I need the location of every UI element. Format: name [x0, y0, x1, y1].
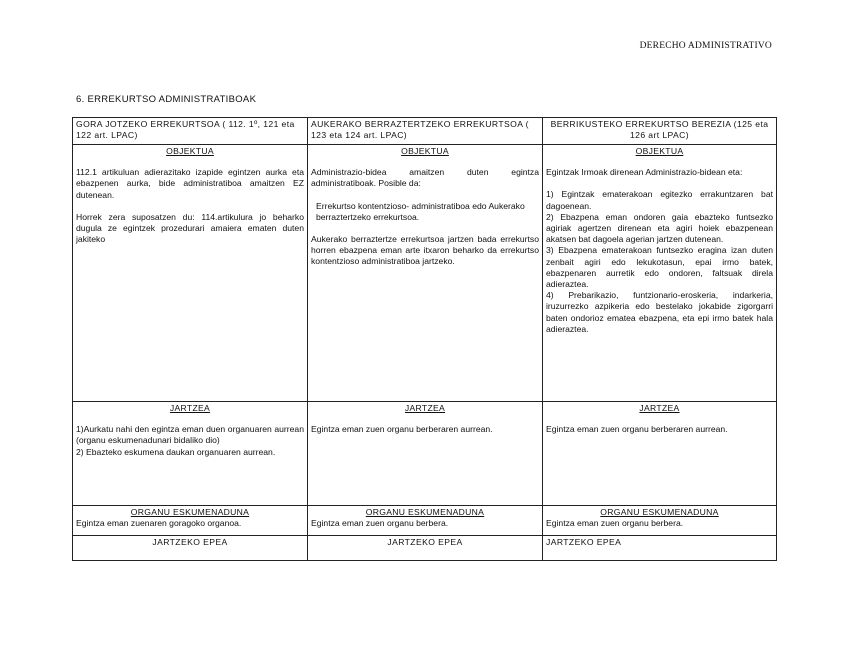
- objektua-cell: [308, 145, 543, 402]
- objektua-text: Errekurtso kontentzioso- administratiboa edo Aukerako berraztertzeko errekurtsoa.: [316, 200, 525, 222]
- objektua-text: Horrek zera suposatzen du: 114.artikulura jo beharko dugula ze egintzek prozedurari amaiera ematen duten jakiteko: [76, 211, 304, 245]
- epea-cell: JARTZEKO EPEA: [543, 536, 777, 561]
- organu-heading: ORGANU ESKUMENADUNA: [130, 507, 250, 517]
- organu-heading: ORGANU ESKUMENADUNA: [365, 507, 485, 517]
- objektua-heading: OBJEKTUA: [166, 146, 214, 156]
- organu-cell: [543, 506, 777, 536]
- appeals-table: [72, 117, 777, 561]
- objektua-cell: [543, 145, 777, 402]
- objektua-text: Aukerako berraztertze errekurtsoa jartzen bada errekurtso horren ebazpena eman arte itxaron beharko da errekurtso kontentzioso administratiboa jartzeko.: [311, 234, 539, 267]
- document-header: DERECHO ADMINISTRATIVO: [639, 41, 772, 51]
- epea-cell: JARTZEKO EPEA: [308, 536, 543, 561]
- jartzea-heading: JARTZEA: [404, 403, 446, 413]
- organu-cell: [73, 506, 308, 536]
- jartzea-text: 2) Ebazteko eskumena daukan organuaren aurrean.: [76, 446, 276, 457]
- table-header-row: [73, 118, 777, 145]
- jartzea-text: Egintza eman zuen organu berberaren aurrean.: [546, 424, 728, 435]
- epea-cell: JARTZEKO EPEA: [73, 536, 308, 561]
- column-title-reconsideration-appeal: AUKERAKO BERRAZTERTZEKO ERREKURTSOA ( 123 eta 124 art. LPAC): [308, 118, 543, 145]
- section-title: 6. ERREKURTSO ADMINISTRATIBOAK: [76, 94, 257, 105]
- jartzea-cell: [73, 402, 308, 506]
- objektua-text: Administrazio-bidea amaitzen duten egintza administratiboak. Posible da:: [311, 167, 539, 189]
- jartzea-heading: JARTZEA: [169, 403, 211, 413]
- objektua-cell: [73, 145, 308, 402]
- objektua-row: [73, 145, 777, 402]
- jartzea-text: Egintza eman zuen organu berberaren aurrean.: [311, 424, 493, 435]
- organu-text: Egintza eman zuenaren goragoko organoa.: [76, 518, 242, 529]
- objektua-text: Egintzak Irmoak direnean Administrazio-bidean eta:: [546, 167, 743, 178]
- objektua-heading: OBJEKTUA: [635, 146, 684, 156]
- jartzea-heading: JARTZEA: [639, 403, 680, 413]
- organu-text: Egintza eman zuen organu berbera.: [311, 518, 449, 529]
- column-title-hierarchical-appeal: GORA JOTZEKO ERREKURTSOA ( 112. 1º, 121 eta 122 art. LPAC): [73, 118, 308, 145]
- column-title-special-review-appeal: BERRIKUSTEKO ERREKURTSO BEREZIA (125 eta 126 art LPAC): [543, 118, 777, 145]
- jartzea-cell: [308, 402, 543, 506]
- list-item: 4) Prebarikazio, funtzionario-eroskeria, indarkeria, iruzurrezko azpikeria edo bestelako jokabide zigorgarri baten ondorioz ematea ebazpena, eta epi irmo batek hala adieraztea.: [546, 290, 773, 334]
- epea-row: [73, 536, 777, 561]
- objektua-text: 112.1 artikuluan adierazitako izapide egintzen aurka eta ebazpenen aurka, bide administratiboa amaitzen EZ dutenean.: [76, 167, 304, 200]
- organu-row: [73, 506, 777, 536]
- organu-heading: ORGANU ESKUMENADUNA: [600, 507, 719, 517]
- jartzea-row: [73, 402, 777, 506]
- organu-text: Egintza eman zuen organu berbera.: [546, 518, 684, 529]
- jartzea-text: 1)Aurkatu nahi den egintza eman duen organuaren aurrean (organu eskumenadunari bidaliko dio): [76, 424, 304, 446]
- list-item: 1) Egintzak ematerakoan egitezko errakuntzaren bat dagoenean.: [546, 189, 773, 211]
- list-item: 3) Ebazpena ematerakoan funtsezko eragina izan duten zenbait agiri edo lekukotasun, epai irmo batek, ebazpenaren aurretik edo ondoren, faltsuak direla adieraztea.: [546, 245, 773, 290]
- list-item: 2) Ebazpena eman ondoren gaia ebazteko funtsezko agiriak agertzen direnean eta agiri hoiek ebazpenean akatsen bat dagoela agerian jartzen dutenean.: [546, 211, 773, 245]
- organu-cell: [308, 506, 543, 536]
- jartzea-cell: [543, 402, 777, 506]
- objektua-heading: OBJEKTUA: [401, 146, 449, 156]
